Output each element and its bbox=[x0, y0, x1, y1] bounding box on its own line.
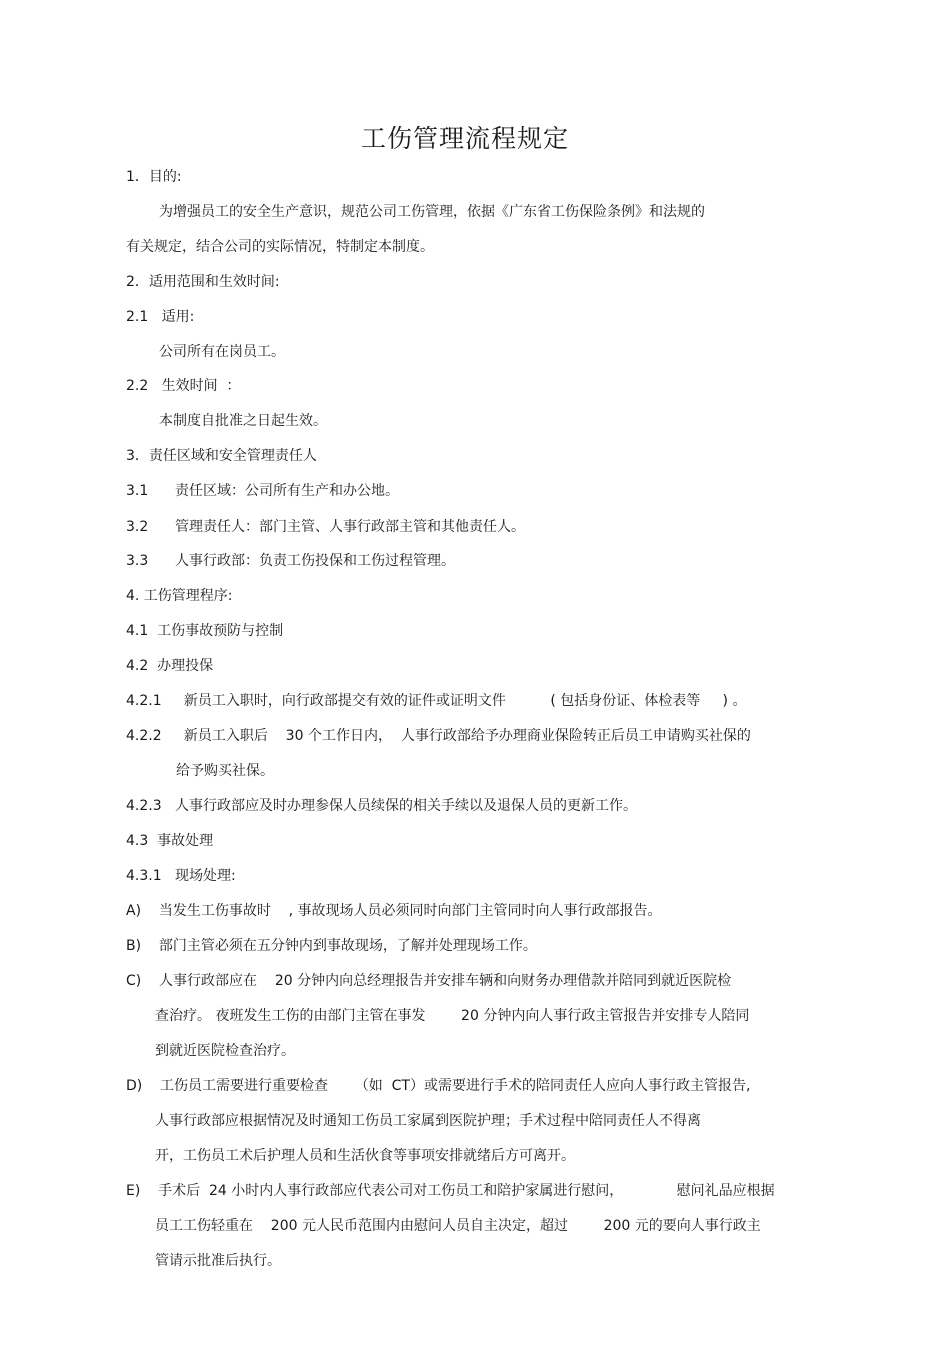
paragraph-line: 有关规定，结合公司的实际情况，特制定本制度。 bbox=[126, 239, 434, 255]
list-item: 3.1 责任区域：公司所有生产和办公地。 bbox=[126, 483, 399, 499]
list-item: 3.3 人事行政部：负责工伤投保和工伤过程管理。 bbox=[126, 553, 455, 569]
paragraph-line: 人事行政部应根据情况及时通知工伤员工家属到医院护理；手术过程中陪同责任人不得离 bbox=[155, 1113, 701, 1129]
subsection-heading: 2.1 适用: bbox=[126, 309, 195, 325]
paragraph-line: 到就近医院检查治疗。 bbox=[155, 1043, 295, 1059]
subsection-heading: 2.2 生效时间 ： bbox=[126, 378, 241, 394]
list-item: A) 当发生工伤事故时 , 事故现场人员必须同时向部门主管同时向人事行政部报告。 bbox=[126, 903, 662, 919]
paragraph-line: 员工工伤轻重在 200 元人民币范围内由慰问人员自主决定，超过 200 元的要向人事行政主 bbox=[155, 1218, 761, 1234]
paragraph-line: 给予购买社保。 bbox=[176, 763, 274, 779]
list-item: 4.2.3 人事行政部应及时办理参保人员续保的相关手续以及退保人员的更新工作。 bbox=[126, 798, 637, 814]
paragraph-line: 为增强员工的安全生产意识，规范公司工伤管理，依据《广东省工伤保险条例》和法规的 bbox=[159, 204, 705, 220]
paragraph-line: 开，工伤员工术后护理人员和生活伙食等事项安排就绪后方可离开。 bbox=[155, 1148, 575, 1164]
subsection-heading: 4.1 工伤事故预防与控制 bbox=[126, 623, 284, 639]
subsection-heading: 4.3.1 现场处理: bbox=[126, 868, 236, 884]
list-item: B) 部门主管必须在五分钟内到事故现场，了解并处理现场工作。 bbox=[126, 938, 537, 954]
list-item: D) 工伤员工需要进行重要检查 （如 CT）或需要进行手术的陪同责任人应向人事行政主管报告, bbox=[126, 1078, 751, 1094]
list-item: 4.2.2 新员工入职后 30 个工作日内， 人事行政部给予办理商业保险转正后员工申请购买社保的 bbox=[126, 728, 751, 744]
paragraph-line: 本制度自批准之日起生效。 bbox=[159, 413, 327, 429]
document-title: 工伤管理流程规定 bbox=[360, 124, 569, 153]
section-2-heading: 2．适用范围和生效时间: bbox=[126, 274, 280, 290]
section-4-heading: 4. 工伤管理程序: bbox=[126, 588, 233, 604]
subsection-heading: 4.2 办理投保 bbox=[126, 658, 214, 674]
paragraph-line: 公司所有在岗员工。 bbox=[159, 344, 285, 360]
list-item: E) 手术后 24 小时内人事行政部应代表公司对工伤员工和陪护家属进行慰问， 慰问礼品应根据 bbox=[126, 1183, 775, 1199]
list-item: 4.2.1 新员工入职时，向行政部提交有效的证件或证明文件 ( 包括身份证、体检表等 ) 。 bbox=[126, 693, 747, 709]
list-item: C) 人事行政部应在 20 分钟内向总经理报告并安排车辆和向财务办理借款并陪同到就近医院检 bbox=[126, 973, 732, 989]
paragraph-line: 管请示批准后执行。 bbox=[155, 1253, 281, 1269]
section-1-heading: 1．目的: bbox=[126, 169, 182, 185]
list-item: 3.2 管理责任人：部门主管、人事行政部主管和其他责任人。 bbox=[126, 519, 525, 535]
section-3-heading: 3．责任区域和安全管理责任人 bbox=[126, 448, 317, 464]
paragraph-line: 查治疗。 夜班发生工伤的由部门主管在事发 20 分钟内向人事行政主管报告并安排专人陪同 bbox=[155, 1008, 750, 1024]
subsection-heading: 4.3 事故处理 bbox=[126, 833, 214, 849]
